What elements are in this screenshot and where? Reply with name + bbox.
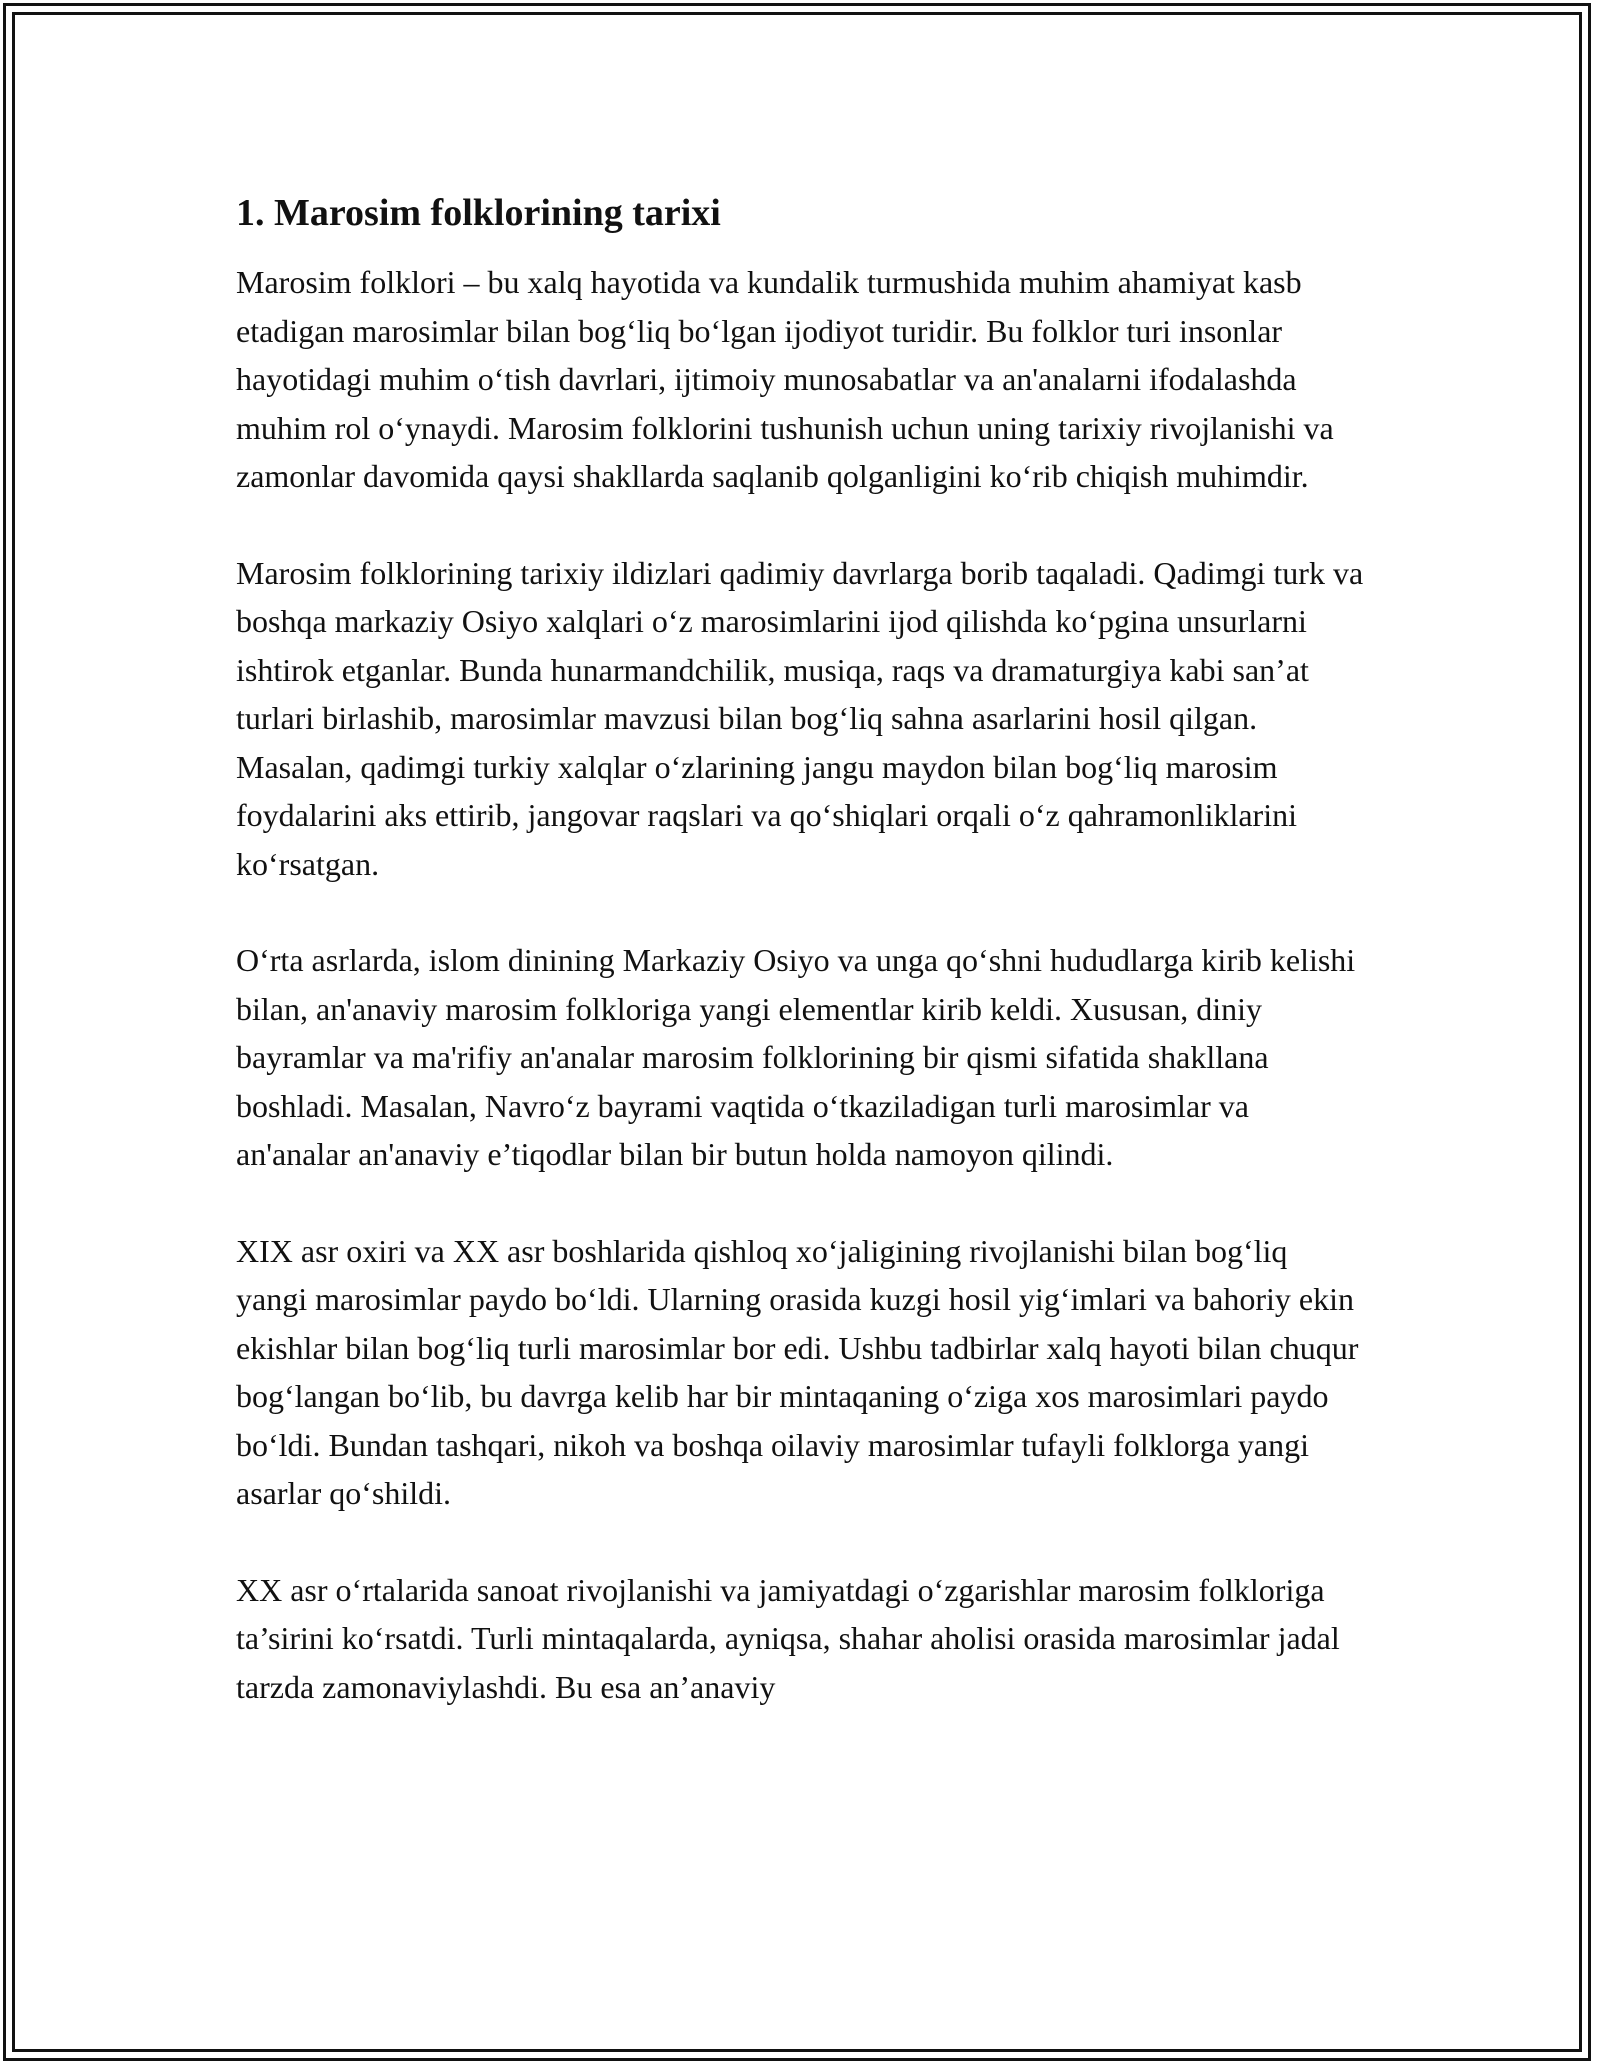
- paragraph-1: Marosim folklori – bu xalq hayotida va kundalik turmushida muhim ahamiyat kasb etadigan marosimlar bilan bog‘liq bo‘lgan ijodiyot turidir. Bu folklor turi insonlar hayotidagi muhim o‘tish davrlari, ijtimoiy munosabatlar va an'analarni ifodalashda muhim rol o‘ynaydi. Marosim folklorini tushunish uchun uning tarixiy rivojlanishi va zamonlar davomida qaysi shakllarda saqlanib qolganligini ko‘rib chiqish muhimdir.: [236, 264, 1334, 494]
- paragraph-2: Marosim folklorining tarixiy ildizlari qadimiy davrlarga borib taqaladi. Qadimgi turk va boshqa markaziy Osiyo xalqlari o‘z marosimlarini ijod qilishda ko‘pgina unsurlarni ishtirok etganlar. Bunda hunarmandchilik, musiqa, raqs va dramaturgiya kabi san’at turlari birlashib, marosimlar mavzusi bilan bog‘liq sahna asarlarini hosil qilgan. Masalan, qadimgi turkiy xalqlar o‘zlarining jangu maydon bilan bog‘liq marosim foydalarini aks ettirib, jangovar raqslari va qo‘shiqlari orqali o‘z qahramonliklarini ko‘rsatgan.: [236, 554, 1364, 882]
- paragraph-4: XIX asr oxiri va XX asr boshlarida qishloq xo‘jaligining rivojlanishi bilan bog‘liq yangi marosimlar paydo bo‘ldi. Ularning orasida kuzgi hosil yig‘imlari va bahoriy ekin ekishlar bilan bog‘liq turli marosimlar bor edi. Ushbu tadbirlar xalq hayoti bilan chuqur bog‘langan bo‘lib, bu davrga kelib har bir mintaqaning o‘ziga xos marosimlari paydo bo‘ldi. Bundan tashqari, nikoh va boshqa oilaviy marosimlar tufayli folklorga yangi asarlar qo‘shildi.: [236, 1232, 1359, 1511]
- document-body: [236, 188, 1366, 1759]
- paragraph-3: O‘rta asrlarda, islom dinining Markaziy Osiyo va unga qo‘shni hududlarga kirib kelishi bilan, an'anaviy marosim folkloriga yangi elementlar kirib keldi. Xususan, diniy bayramlar va ma'rifiy an'analar marosim folklorining bir qismi sifatida shakllana boshladi. Masalan, Navro‘z bayrami vaqtida o‘tkaziladigan turli marosimlar va an'analar an'anaviy e’tiqodlar bilan bir butun holda namoyon qilindi.: [236, 942, 1356, 1172]
- section-heading: 1. Marosim folklorining tarixi: [236, 192, 721, 234]
- paragraph-5: XX asr o‘rtalarida sanoat rivojlanishi va jamiyatdagi o‘zgarishlar marosim folkloriga ta’sirini ko‘rsatdi. Turli mintaqalarda, ayniqsa, shahar aholisi orasida marosimlar jadal tarzda zamonaviylashdi. Bu esa an’anaviy: [236, 1571, 1340, 1705]
